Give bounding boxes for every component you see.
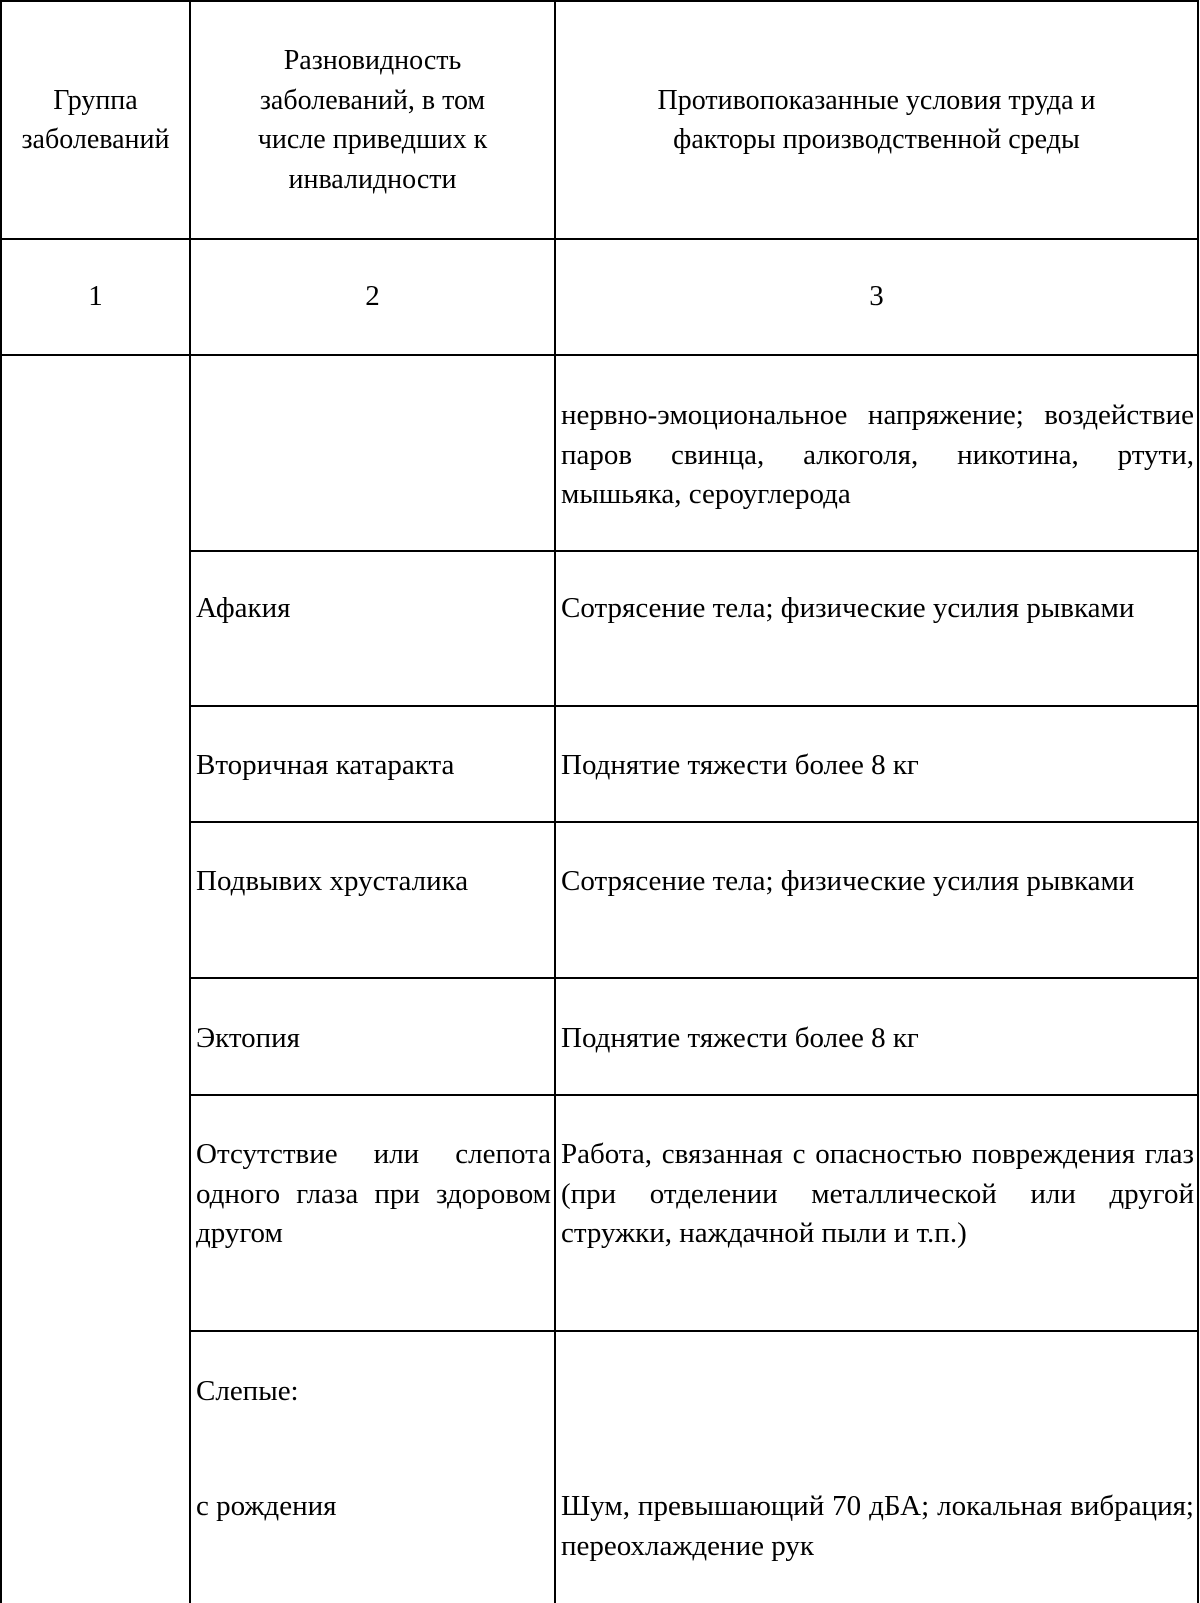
row-1-variety: [196, 589, 551, 629]
column-number-2-text: 2: [365, 280, 380, 313]
header-group-label: Группа заболеваний: [21, 84, 170, 155]
row-divider-2: [189, 705, 1199, 707]
row-5-variety: [196, 1135, 551, 1254]
column-number-1-text: 1: [88, 280, 103, 313]
header-cell-variety: [191, 2, 554, 238]
row-4-variety-text: Эктопия: [196, 1022, 301, 1054]
header-conditions-label: Противопоказанные условия труда и факторы производственной среды: [657, 84, 1096, 155]
table-border-right: [1197, 0, 1199, 1603]
row-3-variety: [196, 862, 551, 902]
row-divider-1: [189, 550, 1199, 552]
row-3-conditions: [561, 862, 1194, 902]
column-number-3: [556, 240, 1197, 354]
row-6-variety-text: Слепые:: [196, 1375, 299, 1407]
header-variety-label: Разновидность заболеваний, в том числе приведших к инвалидности: [257, 45, 488, 195]
column-number-2: [191, 240, 554, 354]
row-3-conditions-text: Сотрясение тела; физические усилия рывками: [561, 865, 1135, 897]
row-4-variety: [196, 1019, 551, 1059]
row-1-variety-text: Афакия: [196, 592, 291, 624]
row-2-variety-text: Вторичная катаракта: [196, 749, 455, 781]
row-1-conditions: [561, 589, 1194, 629]
row-2-conditions: [561, 746, 1194, 786]
column-number-1: [2, 240, 189, 354]
row-5-conditions: [561, 1135, 1194, 1254]
column-number-3-text: 3: [869, 280, 884, 313]
row-3-variety-text: Подвывих хрусталика: [196, 865, 469, 897]
row-divider-4: [189, 977, 1199, 979]
header-cell-group: [2, 2, 189, 238]
row-5-variety-text: Отсутствие или слепота одного глаза при здоровом другом: [196, 1138, 551, 1249]
row-2-conditions-text: Поднятие тяжести более 8 кг: [561, 749, 919, 781]
row-7-conditions: [561, 1487, 1194, 1566]
row-4-conditions-text: Поднятие тяжести более 8 кг: [561, 1022, 919, 1054]
row-0-conditions-text: нервно-эмоциональное напряжение; воздействие паров свинца, алкоголя, никотина, ртути, мышьяка, сероуглерода: [561, 399, 1194, 510]
row-7-conditions-text: Шум, превышающий 70 дБА; локальная вибрация; переохлаждение рук: [561, 1490, 1194, 1562]
row-7-variety-text: с рождения: [196, 1490, 337, 1522]
row-1-conditions-text: Сотрясение тела; физические усилия рывками: [561, 592, 1135, 624]
row-0-conditions: [561, 396, 1194, 515]
row-divider-5: [189, 1094, 1199, 1096]
header-cell-conditions: [556, 2, 1197, 238]
row-divider-6: [189, 1330, 1199, 1332]
row-5-conditions-text: Работа, связанная с опасностью повреждения глаз (при отделении металлической или другой стружки, наждачной пыли и т.п.): [561, 1138, 1194, 1249]
row-6-variety: [196, 1372, 551, 1412]
table-border-numbers-bottom: [0, 354, 1199, 356]
row-2-variety: [196, 746, 551, 786]
row-4-conditions: [561, 1019, 1194, 1059]
row-divider-3: [189, 821, 1199, 823]
row-7-variety: [196, 1487, 551, 1527]
